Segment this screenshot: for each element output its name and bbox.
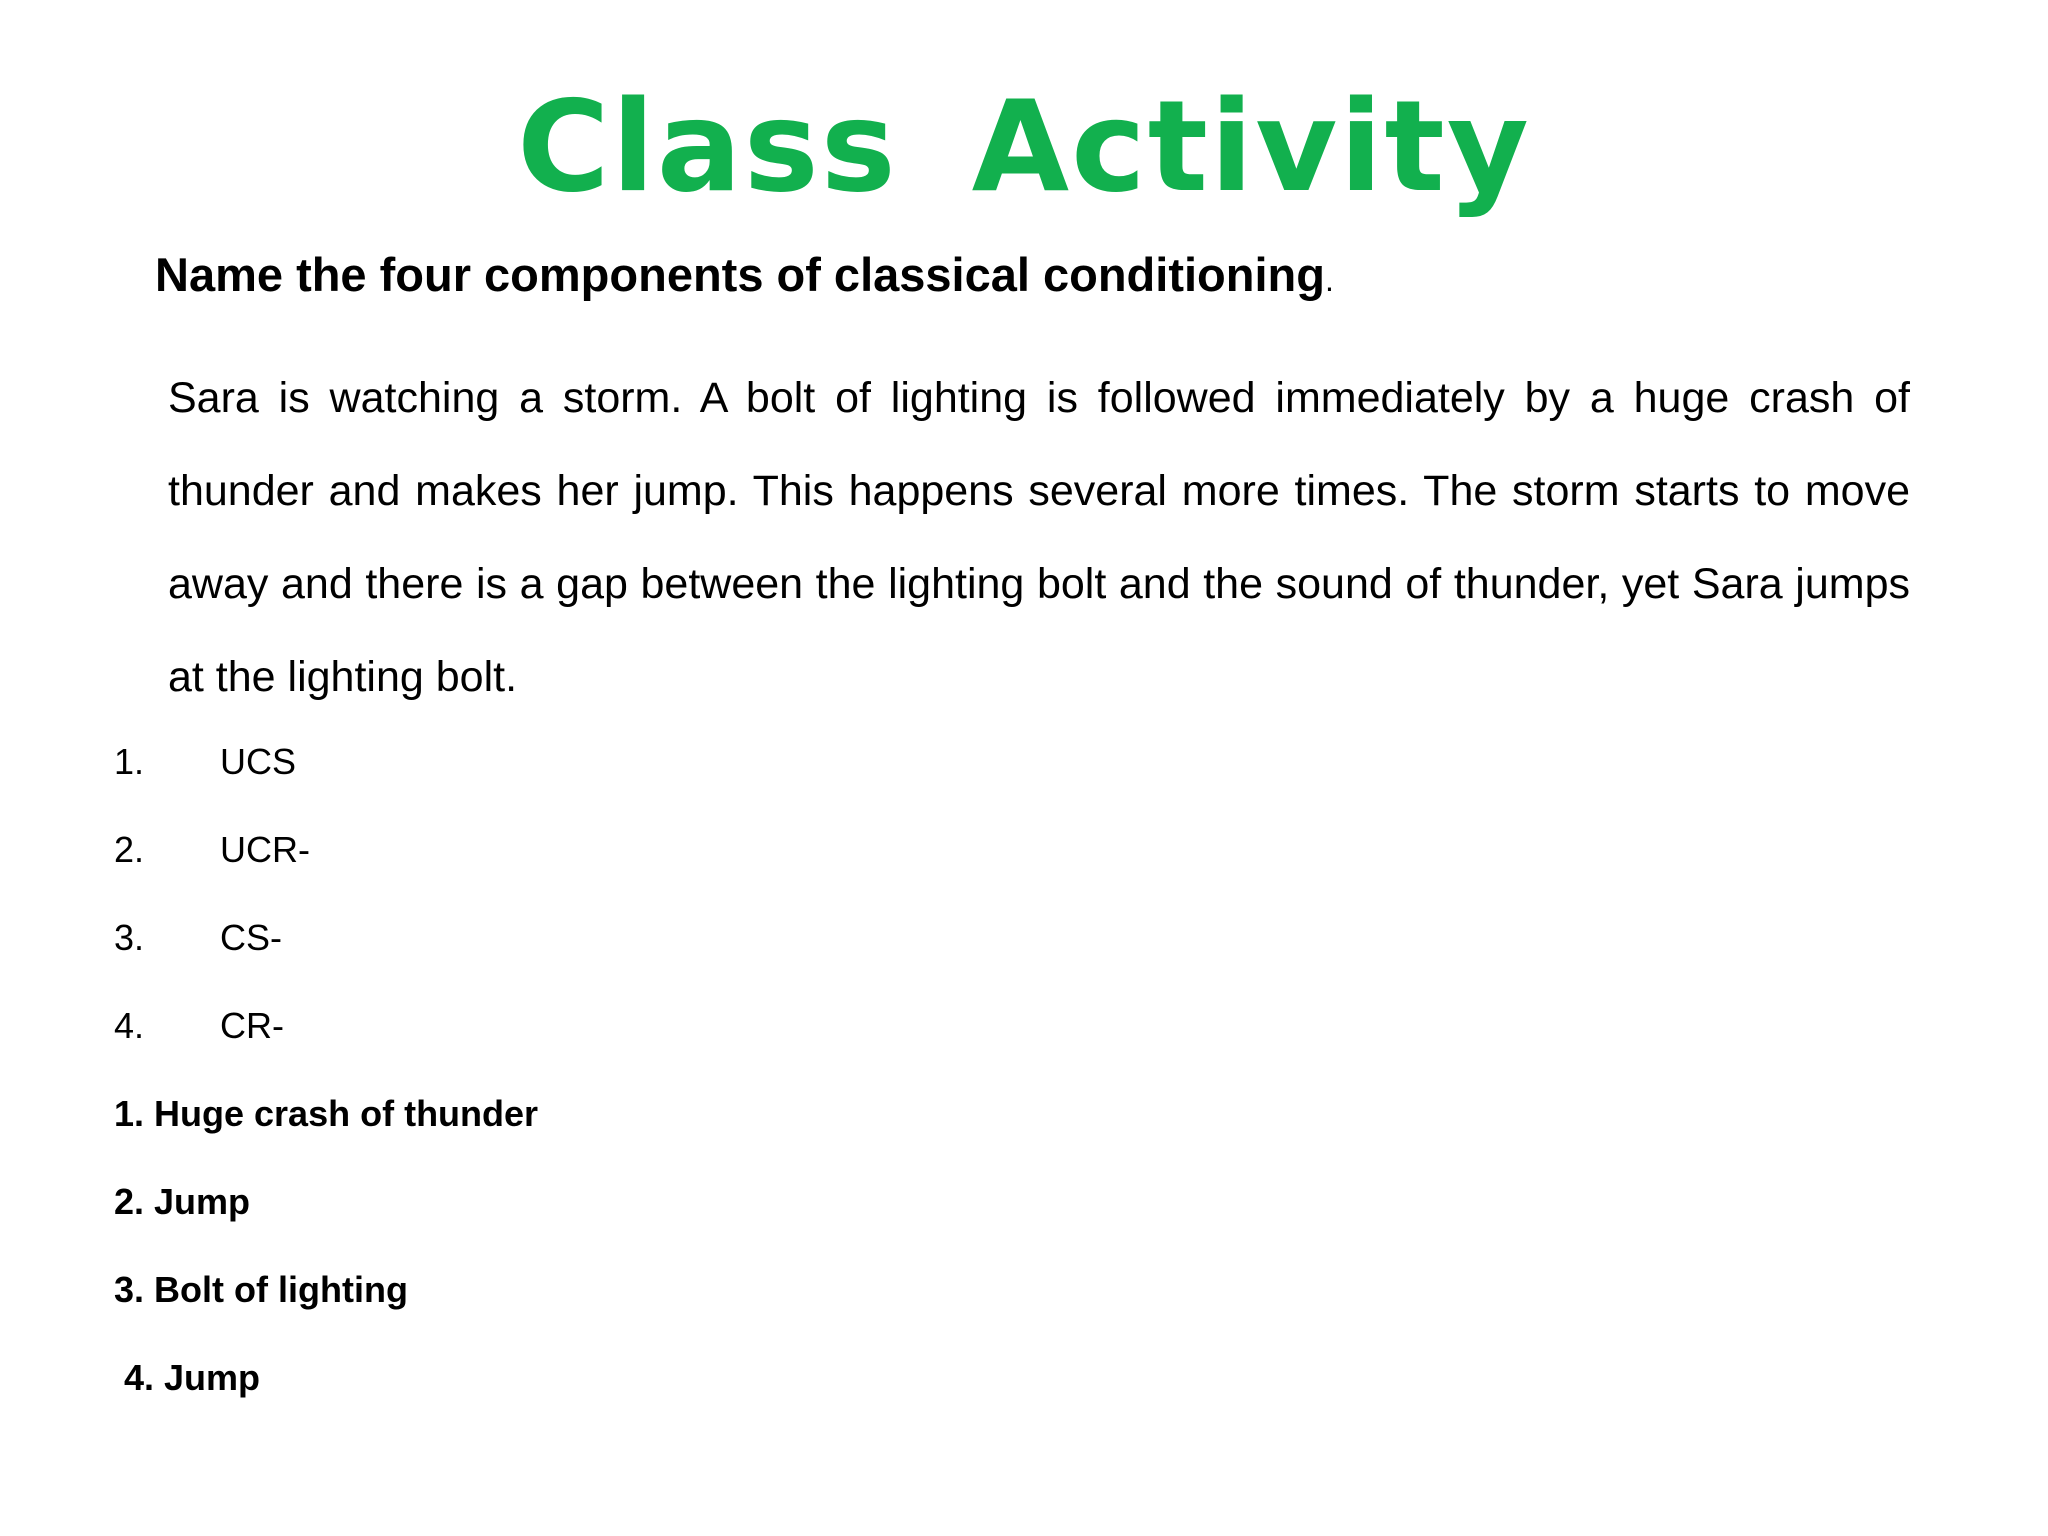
list-item-number: 2.: [114, 829, 145, 870]
list-item-number: 4.: [114, 1005, 145, 1046]
question-text: Name the four components of classical conditioning: [155, 248, 1325, 301]
list-item-label: UCS: [220, 741, 297, 782]
list-item: [114, 730, 310, 818]
list-item-number: 3.: [114, 917, 145, 958]
question-heading: [155, 245, 1334, 310]
answer-item: 3. Bolt of lighting: [114, 1269, 408, 1310]
list-item-label: CS-: [220, 917, 282, 958]
list-item: [114, 994, 310, 1082]
slide-title: Class Activity: [517, 73, 1531, 220]
terms-list: [114, 730, 310, 1082]
answer-item: 1. Huge crash of thunder: [114, 1093, 539, 1134]
question-punctuation: .: [1324, 262, 1334, 298]
list-item: [114, 906, 310, 994]
answers-list: [114, 1082, 538, 1434]
list-item-label: CR-: [220, 1005, 284, 1046]
list-item: [114, 818, 310, 906]
story-paragraph: Sara is watching a storm. A bolt of lighting is followed immediately by a huge crash of thunder and makes her jump. This happens several more times. The storm starts to move away and there is a gap between the lighting bolt and the sound of thunder, yet Sara jumps at the lighting bolt.: [168, 374, 1910, 701]
answer-item: 4. Jump: [124, 1357, 261, 1398]
list-item-number: 1.: [114, 741, 145, 782]
answer-item: 2. Jump: [114, 1181, 251, 1222]
list-item-label: UCR-: [220, 829, 310, 870]
